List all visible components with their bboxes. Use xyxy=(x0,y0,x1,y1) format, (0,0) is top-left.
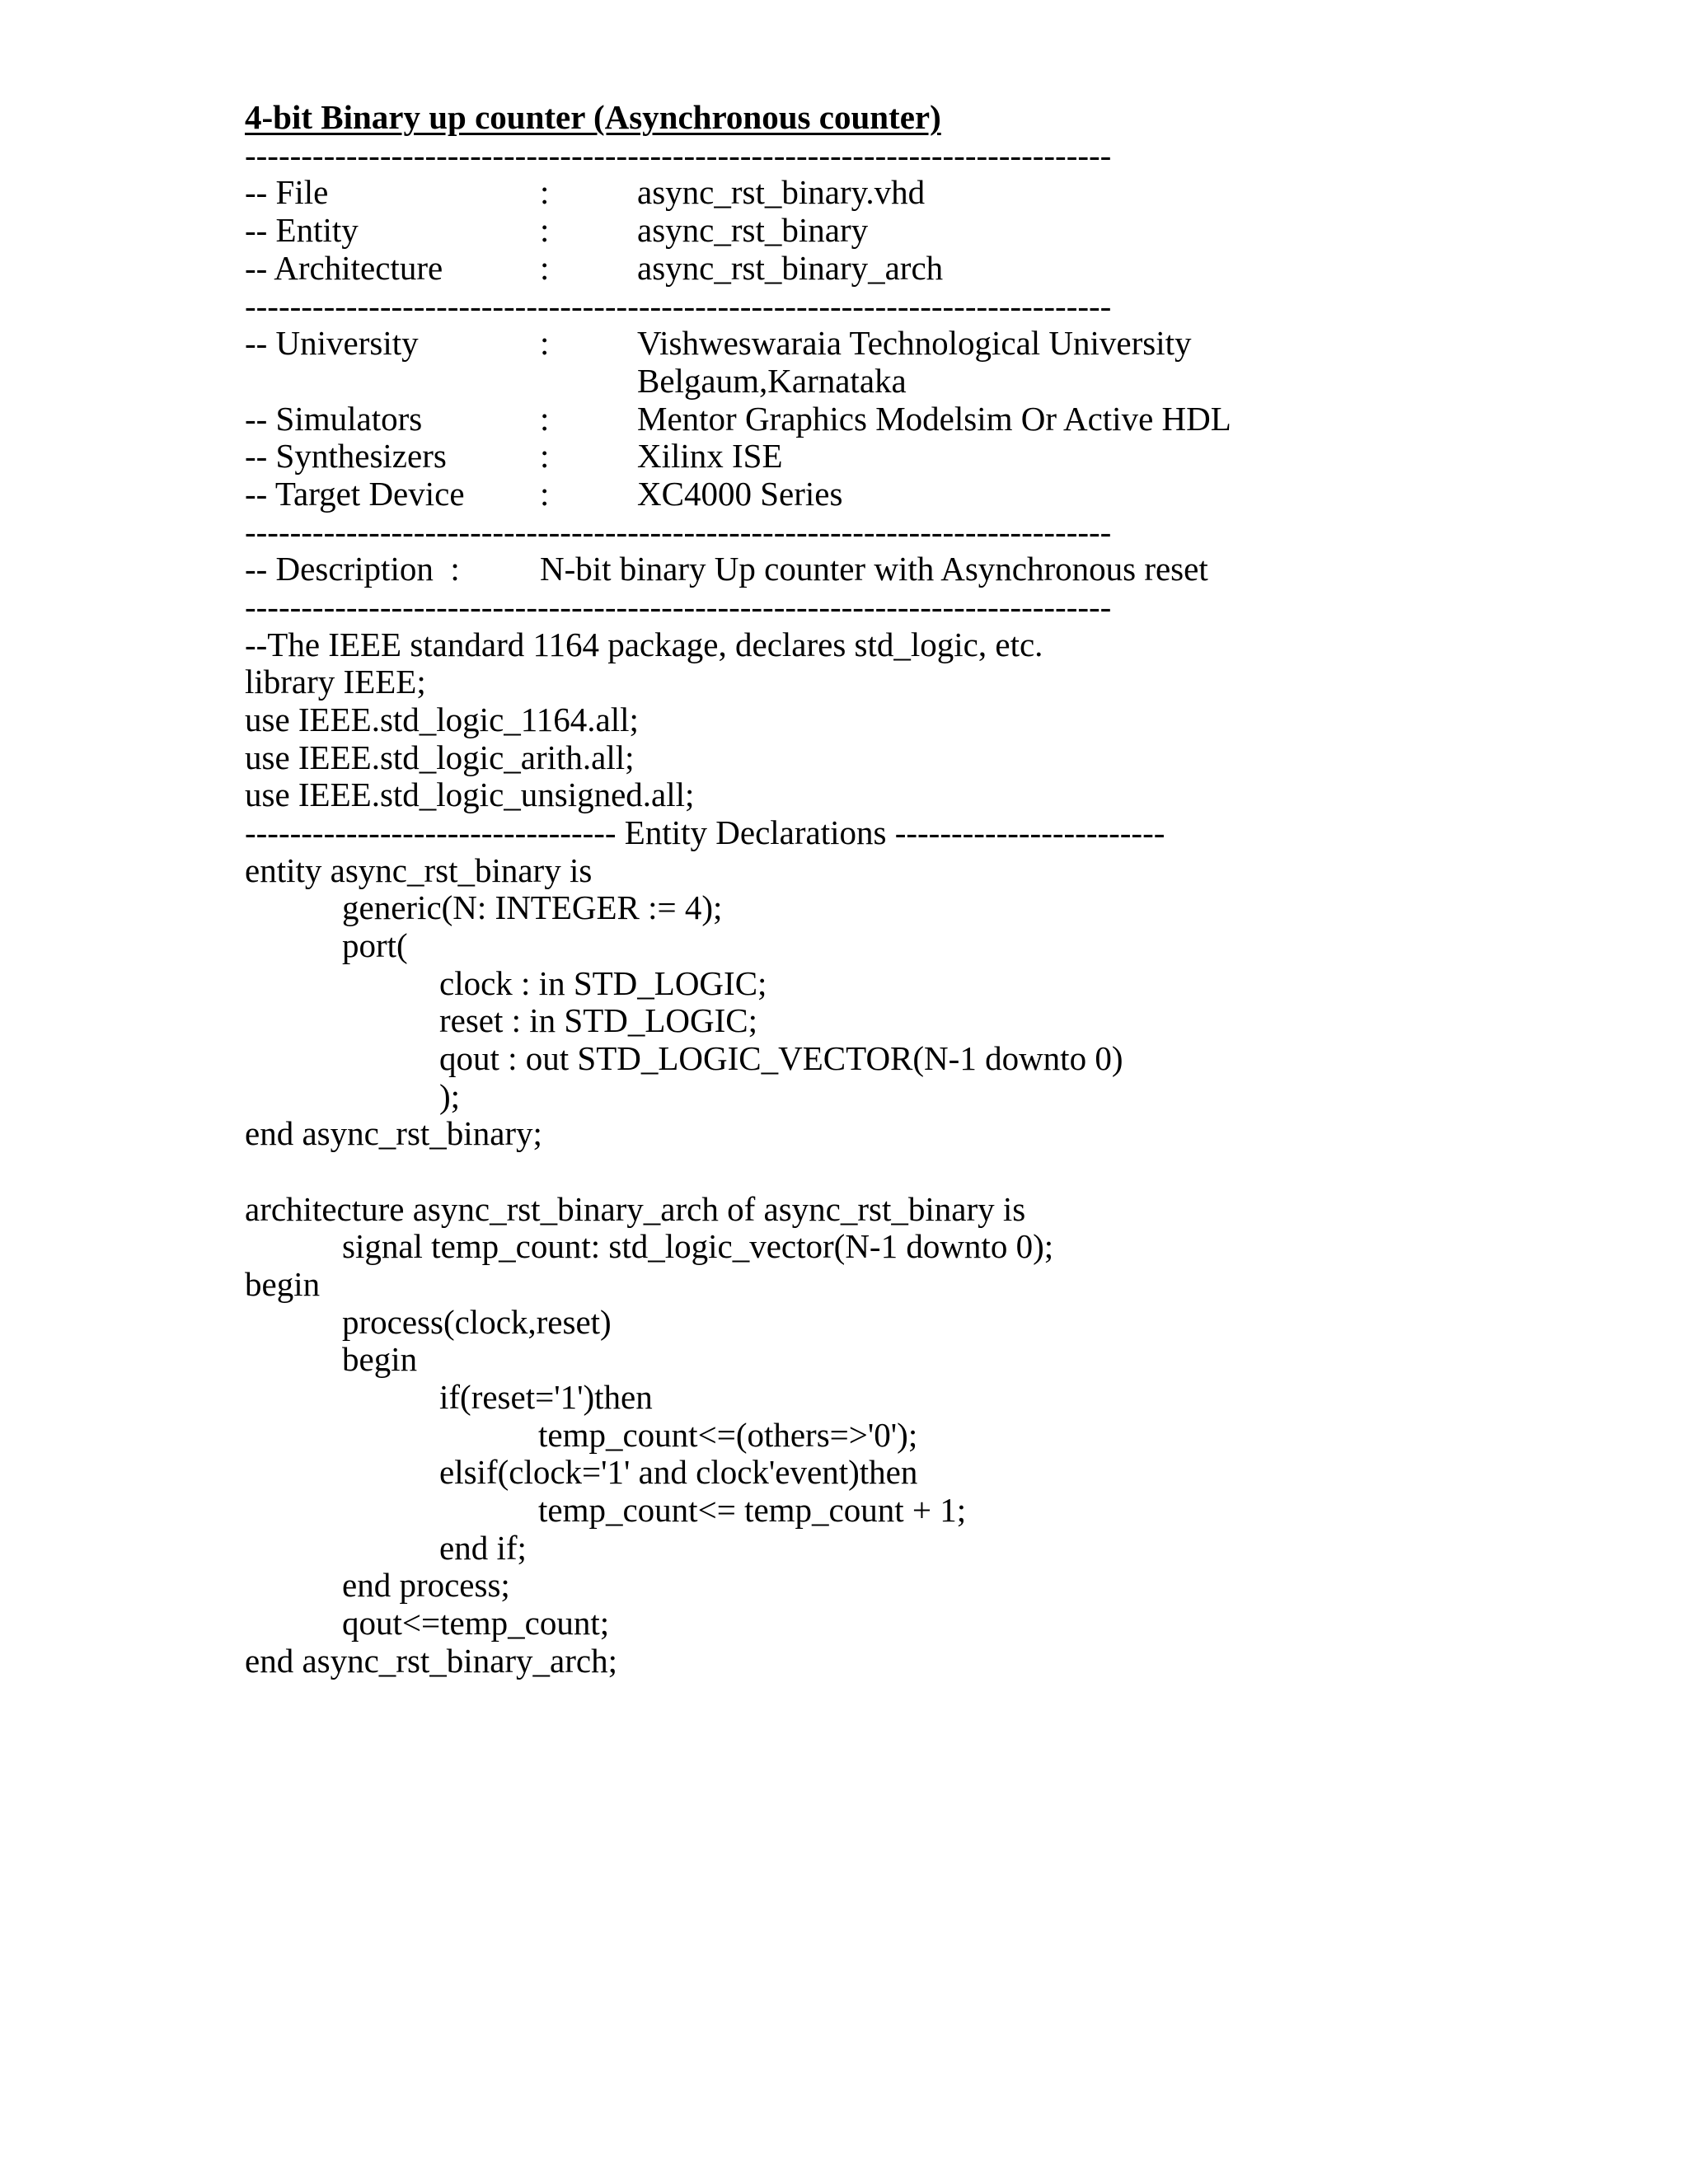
code-line: generic(N: INTEGER := 4); xyxy=(342,888,723,926)
entity-colon: : xyxy=(540,211,550,249)
code-line: use IEEE.std_logic_1164.all; xyxy=(245,701,639,738)
entity-label: -- Entity xyxy=(245,211,359,249)
code-line: entity async_rst_binary is xyxy=(245,851,593,889)
code-line: use IEEE.std_logic_arith.all; xyxy=(245,738,635,776)
code-line: qout : out STD_LOGIC_VECTOR(N-1 downto 0) xyxy=(439,1039,1123,1077)
code-line: end process; xyxy=(342,1566,510,1604)
separator-1: ----------------------------------------------------------------------------- xyxy=(245,136,1112,174)
code-line: architecture async_rst_binary_arch of async_rst_binary is xyxy=(245,1190,1026,1228)
code-line: clock : in STD_LOGIC; xyxy=(439,964,767,1002)
code-line: begin xyxy=(245,1265,321,1303)
code-line: process(clock,reset) xyxy=(342,1303,612,1341)
architecture-value: async_rst_binary_arch xyxy=(637,249,944,287)
code-line: qout<=temp_count; xyxy=(342,1604,610,1642)
code-line: reset : in STD_LOGIC; xyxy=(439,1001,758,1039)
synthesizers-value: Xilinx ISE xyxy=(637,437,783,475)
code-line: temp_count<= temp_count + 1; xyxy=(538,1491,967,1529)
code-line: library IEEE; xyxy=(245,663,426,701)
description-value: N-bit binary Up counter with Asynchronous reset xyxy=(540,550,1208,588)
file-value: async_rst_binary.vhd xyxy=(637,173,926,211)
university-location: Belgaum,Karnataka xyxy=(637,362,907,400)
simulators-colon: : xyxy=(540,400,550,438)
target-device-label: -- Target Device xyxy=(245,475,465,513)
document-title: 4-bit Binary up counter (Asynchronous counter) xyxy=(245,98,941,136)
code-line: signal temp_count: std_logic_vector(N-1 downto 0); xyxy=(342,1227,1054,1265)
code-line: begin xyxy=(342,1340,418,1378)
synthesizers-label: -- Synthesizers xyxy=(245,437,447,475)
code-line: temp_count<=(others=>'0'); xyxy=(538,1416,918,1454)
code-line: end async_rst_binary; xyxy=(245,1114,542,1152)
target-device-value: XC4000 Series xyxy=(637,475,843,513)
file-label: -- File xyxy=(245,173,329,211)
separator-2: ----------------------------------------------------------------------------- xyxy=(245,287,1112,325)
code-line: if(reset='1')then xyxy=(439,1378,653,1416)
university-label: -- University xyxy=(245,324,419,362)
separator-3: ----------------------------------------------------------------------------- xyxy=(245,513,1112,551)
entity-declarations-separator: --------------------------------- Entity Declarations ------------------------ xyxy=(245,813,1165,851)
code-line: --The IEEE standard 1164 package, declares std_logic, etc. xyxy=(245,626,1043,663)
university-value: Vishweswaraia Technological University xyxy=(637,324,1192,362)
code-line: ); xyxy=(439,1077,461,1115)
university-colon: : xyxy=(540,324,550,362)
separator-4: ----------------------------------------------------------------------------- xyxy=(245,588,1112,626)
architecture-label: -- Architecture xyxy=(245,249,443,287)
entity-value: async_rst_binary xyxy=(637,211,869,249)
description-label: -- Description : xyxy=(245,550,460,588)
target-device-colon: : xyxy=(540,475,550,513)
synthesizers-colon: : xyxy=(540,437,550,475)
code-line: end async_rst_binary_arch; xyxy=(245,1642,617,1680)
code-line: elsif(clock='1' and clock'event)then xyxy=(439,1453,918,1491)
code-line: use IEEE.std_logic_unsigned.all; xyxy=(245,776,695,813)
code-line: end if; xyxy=(439,1529,527,1567)
architecture-colon: : xyxy=(540,249,550,287)
code-line: port( xyxy=(342,926,408,964)
simulators-value: Mentor Graphics Modelsim Or Active HDL xyxy=(637,400,1231,438)
file-colon: : xyxy=(540,173,550,211)
simulators-label: -- Simulators xyxy=(245,400,423,438)
